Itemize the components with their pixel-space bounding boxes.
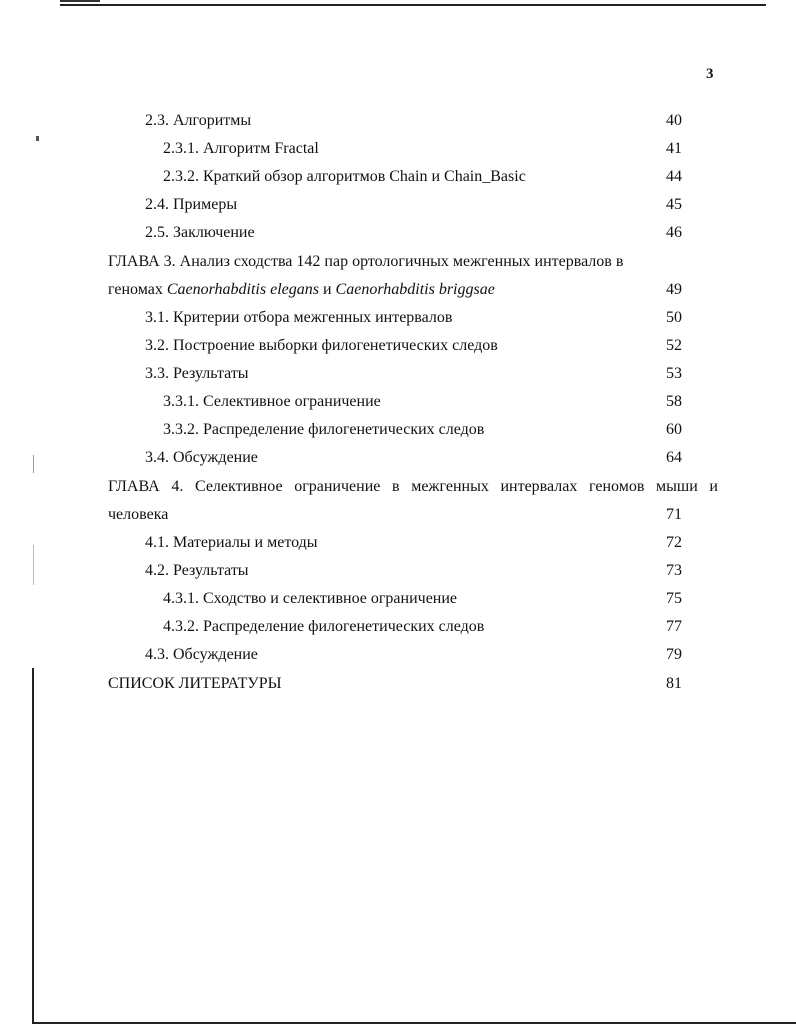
toc-page-3-3-2: 60 (666, 421, 682, 438)
toc-page-4-3: 79 (666, 646, 682, 663)
species-name-elegans: Caenorhabditis elegans (166, 281, 319, 298)
toc-chapter-3-text: и (318, 281, 336, 298)
toc-chapter-3-line1: ГЛАВА 3. Анализ сходства 142 пар ортологичных межгенных интервалов в (108, 253, 624, 270)
toc-chapter-4-word: интервалах (500, 478, 578, 495)
toc-chapter-4-word: 4. (171, 478, 184, 495)
toc-entry-2-4: 2.4. Примеры (145, 196, 238, 213)
toc-entry-3-2: 3.2. Построение выборки филогенетических следов (145, 337, 498, 354)
toc-chapter-3-line2 (108, 280, 495, 300)
toc-page-4-3-1: 75 (666, 590, 682, 607)
toc-chapter-3-text: геномах (108, 281, 167, 298)
toc-chapter-4-word: межгенных (411, 478, 489, 495)
toc-entry-4-3: 4.3. Обсуждение (145, 646, 258, 663)
toc-page-2-3-2: 44 (666, 168, 682, 185)
toc-entry-4-3-2: 4.3.2. Распределение филогенетических следов (163, 618, 485, 635)
toc-chapter-4-word: Селективное (194, 478, 283, 495)
toc-page-3-3-1: 58 (666, 393, 682, 410)
toc-page-4-3-2: 77 (666, 618, 682, 635)
toc-page-3-1: 50 (666, 309, 682, 326)
toc-entry-references: СПИСОК ЛИТЕРАТУРЫ (108, 675, 282, 692)
toc-chapter-4-word: в (392, 478, 400, 495)
toc-page-2-3-1: 41 (666, 140, 682, 157)
toc-page-references: 81 (666, 675, 682, 692)
toc-chapter-4-line1 (108, 477, 718, 497)
toc-entry-2-5: 2.5. Заключение (145, 224, 255, 241)
toc-page-2-4: 45 (666, 196, 682, 213)
toc-entry-4-3-1: 4.3.1. Сходство и селективное ограничение (163, 590, 458, 607)
toc-chapter-4-word: мыши (656, 478, 698, 495)
toc-page-3-3: 53 (666, 365, 682, 382)
toc-page-chapter-3: 49 (666, 281, 682, 298)
toc-entry-3-3: 3.3. Результаты (145, 365, 249, 382)
toc-chapter-4-word: ГЛАВА (108, 478, 160, 495)
toc-entry-2-3: 2.3. Алгоритмы (145, 112, 252, 129)
toc-entry-3-4: 3.4. Обсуждение (145, 449, 258, 466)
toc-entry-4-2: 4.2. Результаты (145, 562, 249, 579)
toc-page-2-3: 40 (666, 112, 682, 129)
toc-entry-3-3-2: 3.3.2. Распределение филогенетических следов (163, 421, 485, 438)
toc-entry-2-3-2: 2.3.2. Краткий обзор алгоритмов Chain и Chain_Basic (163, 168, 526, 185)
toc-entry-4-1: 4.1. Материалы и методы (145, 534, 318, 551)
toc-page-4-2: 73 (666, 562, 682, 579)
toc-page-chapter-4: 71 (666, 506, 682, 523)
toc-page-3-4: 64 (666, 449, 682, 466)
toc-chapter-4-line2: человека (108, 506, 169, 523)
toc-entry-3-3-1: 3.3.1. Селективное ограничение (163, 393, 381, 410)
toc-chapter-4-word: геномов (588, 478, 645, 495)
toc-page-3-2: 52 (666, 337, 682, 354)
page-number: 3 (706, 66, 714, 82)
species-name-briggsae: Caenorhabditis briggsae (335, 281, 495, 298)
toc-entry-2-3-1: 2.3.1. Алгоритм Fractal (163, 140, 319, 157)
toc-chapter-4-word: ограничение (294, 478, 381, 495)
toc-page-2-5: 46 (666, 224, 682, 241)
toc-page-4-1: 72 (666, 534, 682, 551)
toc-chapter-4-word: и (709, 478, 718, 495)
toc-entry-3-1: 3.1. Критерии отбора межгенных интервалов (145, 309, 453, 326)
